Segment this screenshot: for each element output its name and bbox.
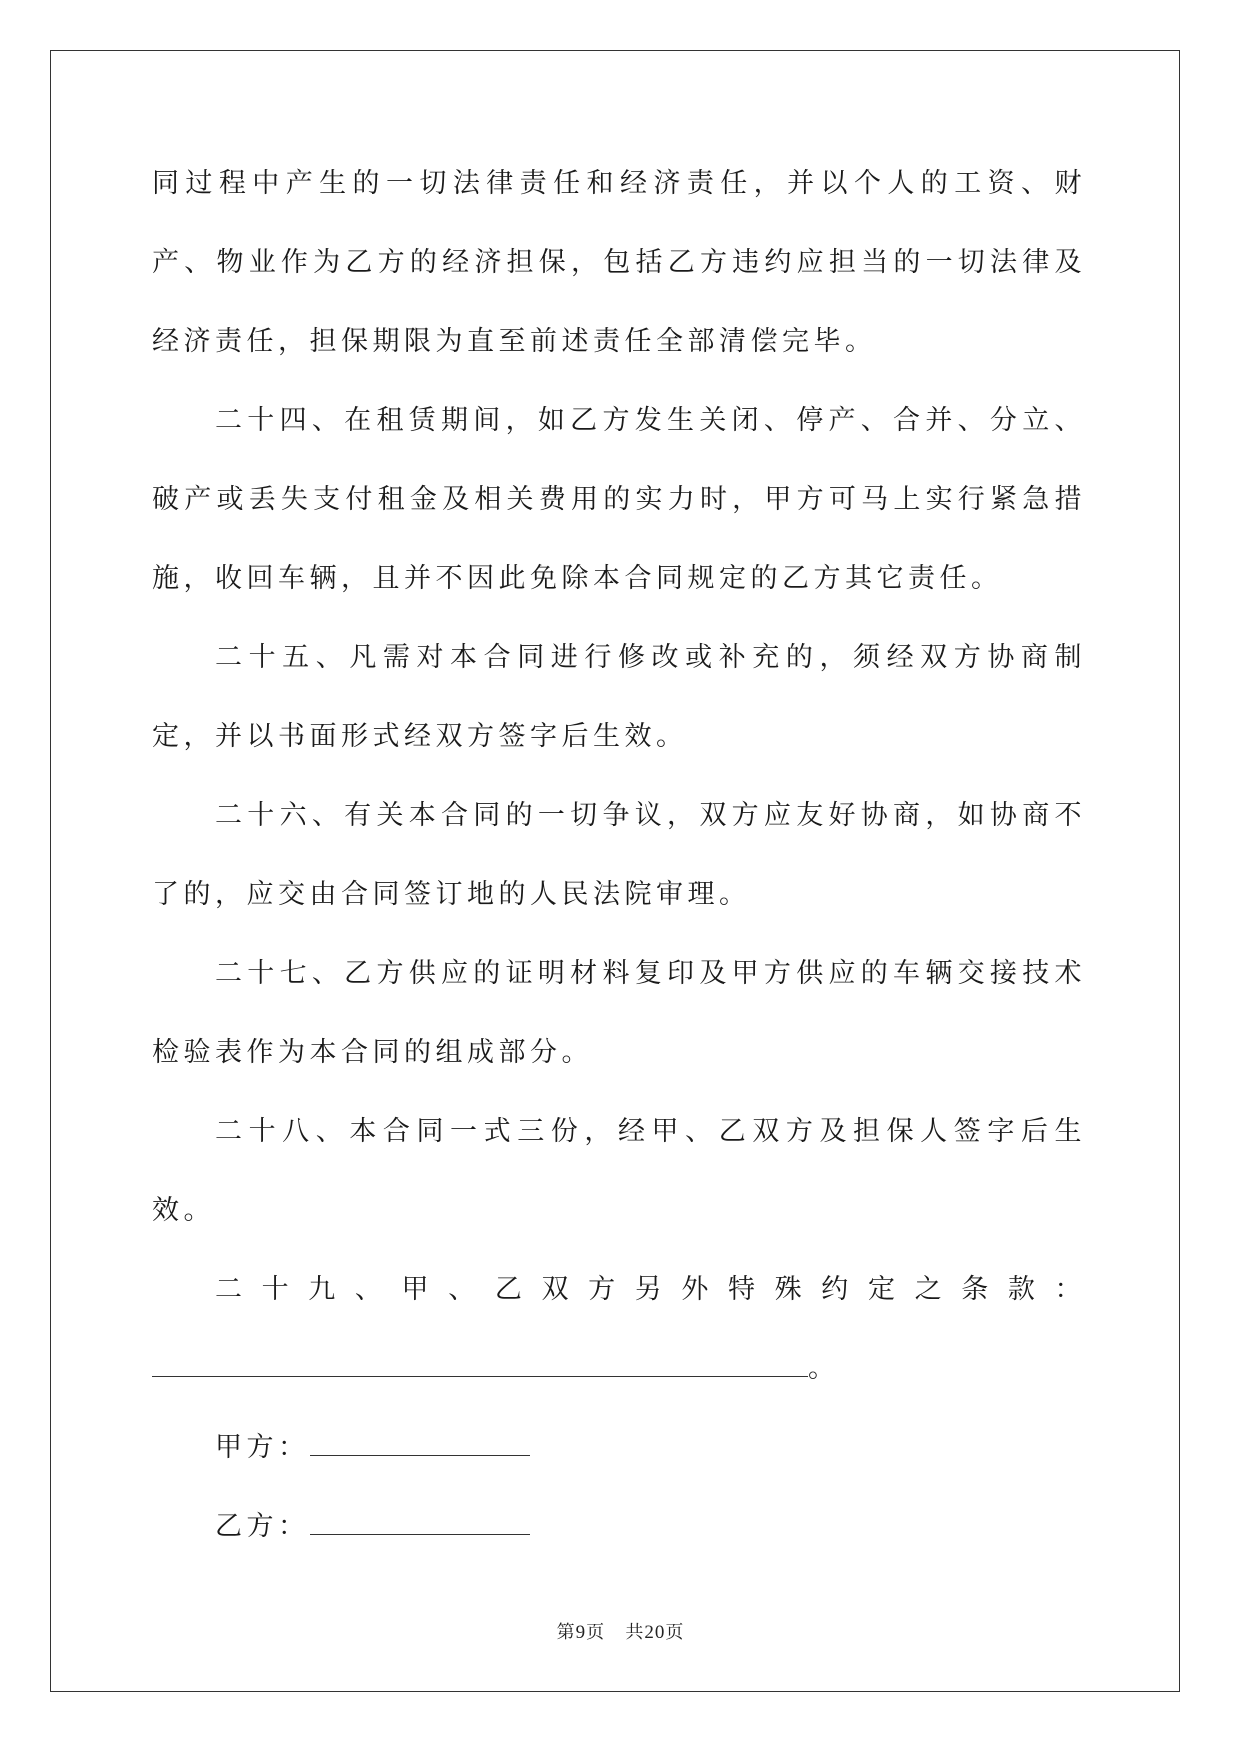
total-pages: 20 [644,1622,666,1643]
party-a-signature-row [152,1408,1086,1487]
special-terms-blank-line[interactable] [152,1350,808,1377]
paragraph-clause-27: 二十七、乙方供应的证明材料复印及甲方供应的车辆交接技术检验表作为本合同的组成部分。 [152,958,1086,1068]
total-suffix: 页 [665,1622,685,1643]
paragraph-clause-29: 二十九、甲、乙双方另外特殊约定之条款： [215,1274,1086,1305]
page-footer [0,1618,1241,1644]
paragraph-clause-28: 二十八、本合同一式三份，经甲、乙双方及担保人签字后生效。 [152,1116,1086,1226]
total-prefix: 共 [625,1622,645,1643]
paragraph-clause-25: 二十五、凡需对本合同进行修改或补充的，须经双方协商制定，并以书面形式经双方签字后生效。 [152,642,1086,752]
page-prefix: 第 [556,1622,576,1643]
party-b-label: 乙方： [215,1511,310,1542]
document-body [152,160,1086,1566]
party-a-label: 甲方： [215,1432,310,1463]
blank-line-end-mark: 。 [808,1353,840,1384]
party-b-signature-line[interactable] [310,1508,530,1535]
special-terms-blank-row [152,1329,1086,1408]
party-b-signature-row [152,1487,1086,1566]
page-suffix: 页 [586,1622,606,1643]
paragraph-continuation: 同过程中产生的一切法律责任和经济责任，并以个人的工资、财产、物业作为乙方的经济担保，包括乙方违约应担当的一切法律及经济责任，担保期限为直至前述责任全部清偿完毕。 [152,168,1086,357]
paragraph-clause-24: 二十四、在租赁期间，如乙方发生关闭、停产、合并、分立、破产或丢失支付租金及相关费用的实力时，甲方可马上实行紧急措施，收回车辆，且并不因此免除本合同规定的乙方其它责任。 [152,405,1086,594]
paragraph-clause-26: 二十六、有关本合同的一切争议，双方应友好协商，如协商不了的，应交由合同签订地的人民法院审理。 [152,800,1086,910]
page-number: 9 [575,1622,587,1643]
party-a-signature-line[interactable] [310,1429,530,1456]
